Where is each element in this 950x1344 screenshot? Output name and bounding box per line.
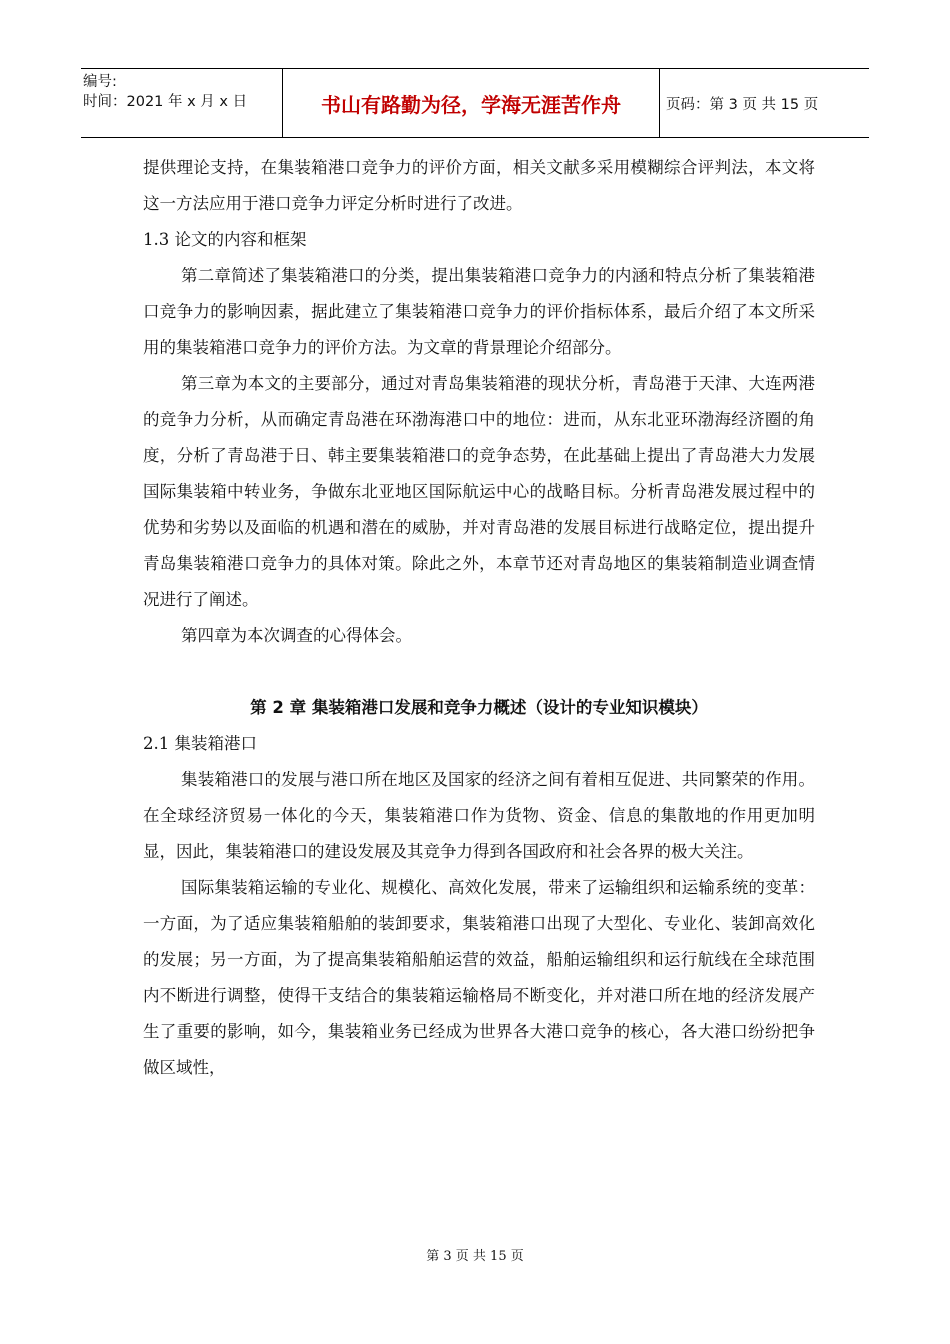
header-motto: 书山有路勤为径，学海无涯苦作舟 [283,69,660,137]
paragraph: 提供理论支持，在集装箱港口竞争力的评价方面，相关文献多采用模糊综合评判法，本文将这一方法应用于港口竞争力评定分析时进行了改进。 [143,158,815,213]
section-heading-2-1: 2.1 集装箱港口 [143,734,257,753]
paragraph: 集装箱港口的发展与港口所在地区及国家的经济之间有着相互促进、共同繁荣的作用。在全球经济贸易一体化的今天，集装箱港口作为货物、资金、信息的集散地的作用更加明显，因此，集装箱港口的建设发展及其竞争力得到各国政府和社会各界的极大关注。 [143,770,815,861]
paragraph: 第三章为本文的主要部分，通过对青岛集装箱港的现状分析，青岛港于天津、大连两港的竞争力分析，从而确定青岛港在环渤海港口中的地位：进而，从东北亚环渤海经济圈的角度，分析了青岛港于日、韩主要集装箱港口的竞争态势，在此基础上提出了青岛港大力发展国际集装箱中转业务，争做东北亚地区国际航运中心的战略目标。分析青岛港发展过程中的优势和劣势以及面临的机遇和潜在的威胁，并对青岛港的发展目标进行战略定位，提出提升青岛集装箱港口竞争力的具体对策。除此之外，本章节还对青岛地区的集装箱制造业调查情况进行了阐述。 [143,374,815,609]
time-label: 时间：2021 年 x 月 x 日 [83,94,248,110]
number-label: 编号: [83,74,117,90]
header-meta [81,69,283,137]
paragraph: 国际集装箱运输的专业化、规模化、高效化发展，带来了运输组织和运输系统的变革：一方面，为了适应集装箱船舶的装卸要求，集装箱港口出现了大型化、专业化、装卸高效化的发展；另一方面，为了提高集装箱船舶运营的效益，船舶运输组织和运行航线在全球范围内不断进行调整，使得干支结合的集装箱运输格局不断变化，并对港口所在地的经济发展产生了重要的影响，如今，集装箱业务已经成为世界各大港口竞争的核心，各大港口纷纷把争做区域性， [143,878,815,1077]
section-heading-1-3: 1.3 论文的内容和框架 [143,230,307,249]
chapter-title: 第 2 章 集装箱港口发展和竞争力概述（设计的专业知识模块） [250,698,708,717]
document-body [143,150,815,1086]
page-footer: 第 3 页 共 15 页 [426,1249,524,1264]
page-header [81,68,869,138]
header-page-info: 页码：第 3 页 共 15 页 [666,96,819,113]
paragraph: 第四章为本次调查的心得体会。 [181,626,412,645]
paragraph: 第二章简述了集装箱港口的分类，提出集装箱港口竞争力的内涵和特点分析了集装箱港口竞争力的影响因素，据此建立了集装箱港口竞争力的评价指标体系，最后介绍了本文所采用的集装箱港口竞争力的评价方法。为文章的背景理论介绍部分。 [143,266,815,357]
